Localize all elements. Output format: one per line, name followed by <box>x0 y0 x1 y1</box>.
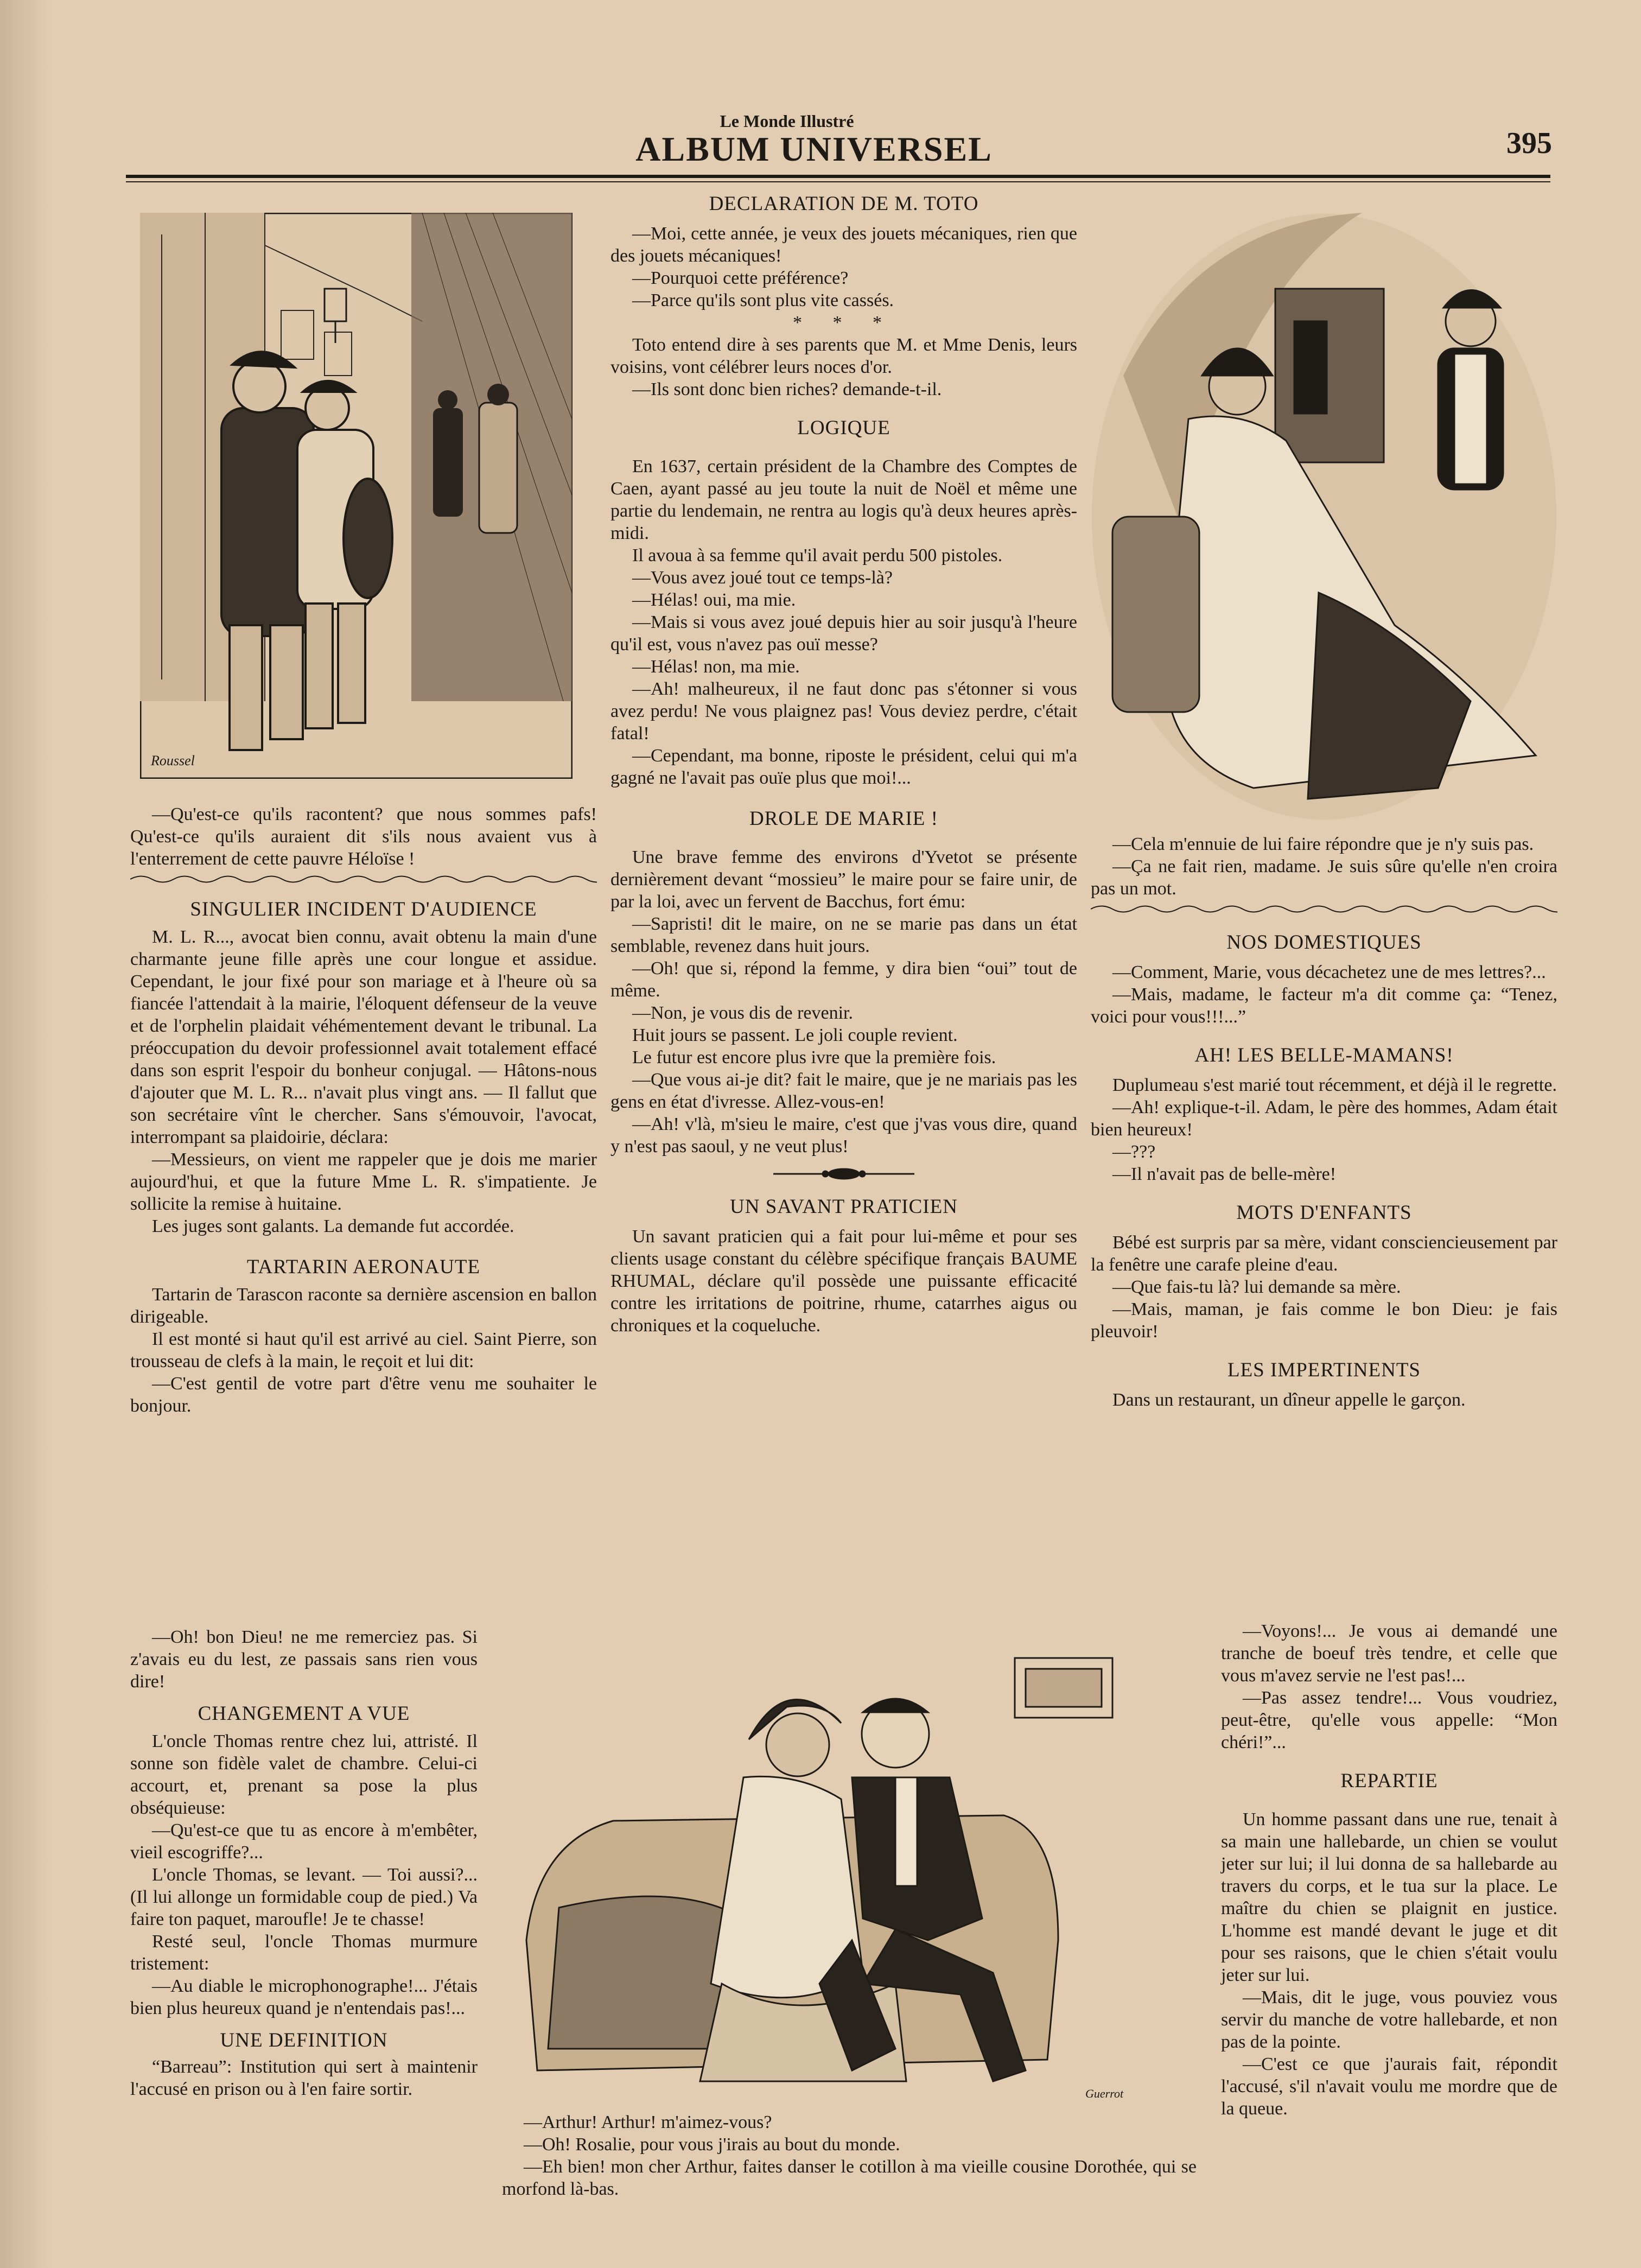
incident-p3: Les juges sont galants. La demande fut accordée. <box>152 1216 514 1236</box>
marie-p5: Huit jours se passent. Le joli couple revient. <box>632 1025 958 1045</box>
page-number: 395 <box>1506 126 1552 160</box>
mamans-p4: —Il n'avait pas de belle-mère! <box>1112 1164 1337 1184</box>
domestiques-p1: —Comment, Marie, vous décachetez une de mes lettres?... <box>1112 962 1546 982</box>
salon-lady-maid-illustration <box>1091 213 1557 821</box>
right-column-top <box>1091 833 1557 1411</box>
definition-title: UNE DEFINITION <box>220 2029 388 2051</box>
wavy-divider <box>130 873 597 885</box>
savant-title: UN SAVANT PRATICIEN <box>730 1196 958 1218</box>
masthead-supertitle: Le Monde Illustré <box>720 111 854 131</box>
mamans-p2: —Ah! explique-t-il. Adam, le père des hommes, Adam était bien heureux! <box>1091 1097 1557 1140</box>
logique-p2: Il avoua à sa femme qu'il avait perdu 500 pistoles. <box>632 545 1003 566</box>
enfants-p2: —Que fais-tu là? lui demande sa mère. <box>1112 1277 1401 1297</box>
couple-caption <box>502 2111 1197 2200</box>
marie-p6: Le futur est encore plus ivre que la première fois. <box>632 1047 996 1068</box>
wavy-divider <box>1091 903 1557 915</box>
enfants-title: MOTS D'ENFANTS <box>1236 1202 1412 1224</box>
repartie-title: REPARTIE <box>1340 1770 1438 1792</box>
couple-drawing <box>516 1636 1145 2111</box>
logique-p6: —Hélas! non, ma mie. <box>632 657 800 677</box>
tartarin-p1: Tartarin de Tarascon raconte sa dernière ascension en ballon dirigeable. <box>130 1285 597 1327</box>
couple-signature: Guerrot <box>1085 2087 1124 2100</box>
changement-p3: L'oncle Thomas, se levant. — Toi aussi?... (Il lui allonge un formidable coup de pied.) Va faire ton paquet, maroufle! Je te chasse! <box>130 1865 478 1929</box>
left-column-narrow <box>130 1626 478 2100</box>
marie-p3: —Oh! que si, répond la femme, y dira bien “oui” tout de même. <box>610 958 1077 1001</box>
impertinents-title: LES IMPERTINENTS <box>1227 1359 1421 1381</box>
enfants-p3: —Mais, maman, je fais comme le bon Dieu: je fais pleuvoir! <box>1091 1299 1557 1342</box>
page-binding-edge <box>0 0 52 2268</box>
definition-p1: “Barreau”: Institution qui sert à maintenir l'accusé en prison ou à l'en faire sortir. <box>130 2057 478 2099</box>
salon-caption-p2: —Ça ne fait rien, madame. Je suis sûre qu'elle n'en croira pas un mot. <box>1091 856 1557 899</box>
marie-p1: Une brave femme des environs d'Yvetot se présente dernièrement devant “mossieu” le maire pour se faire unir, de par la loi, avec un fervent de Bacchus, fort ému: <box>610 847 1077 912</box>
salon-drawing <box>1091 213 1557 821</box>
incident-p2: —Messieurs, on vient me rappeler que je dois me marier aujourd'hui, et que la future Mme L. R. s'impatiente. Je sollicite la remise à huitaine. <box>130 1149 597 1214</box>
street-scene-drawing <box>140 213 573 779</box>
mamans-p3: —??? <box>1112 1142 1156 1162</box>
changement-p4: Resté seul, l'oncle Thomas murmure tristement: <box>130 1932 478 1974</box>
logique-p4: —Hélas! oui, ma mie. <box>632 590 796 610</box>
toto-p5: —Ils sont donc bien riches? demande-t-il. <box>632 379 942 399</box>
repartie-p3: —C'est ce que j'aurais fait, répondit l'accusé, s'il n'avait voulu me mordre que de la queue. <box>1221 2054 1557 2119</box>
incident-title: SINGULIER INCIDENT D'AUDIENCE <box>190 898 537 920</box>
impertinents-p3: —Pas assez tendre!... Vous voudriez, peut-être, qu'elle vous appelle: “Mon chéri!”... <box>1221 1688 1557 1752</box>
tartarin-p4: —Oh! bon Dieu! ne me remerciez pas. Si z'avais eu du lest, ze passais sans rien vous dire! <box>130 1627 478 1692</box>
changement-p2: —Qu'est-ce que tu as encore à m'embêter, vieil escogriffe?... <box>130 1820 478 1863</box>
impertinents-p2: —Voyons!... Je vous ai demandé une tranche de boeuf très tendre, et celle que vous m'avez servie ne l'est pas!... <box>1221 1621 1557 1686</box>
left-column-top <box>130 803 597 1417</box>
marie-p7: —Que vous ai-je dit? fait le maire, que je ne mariais pas les gens en état d'ivresse. Allez-vous-en! <box>610 1070 1077 1112</box>
fleuron-divider <box>610 1163 1077 1185</box>
middle-column <box>610 193 1077 1337</box>
mamans-p1: Duplumeau s'est marié tout récemment, et déjà il le regrette. <box>1112 1075 1557 1095</box>
marie-p8: —Ah! v'là, m'sieu le maire, c'est que j'vas vous dire, quand y n'est pas saoul, y ne veut plus! <box>610 1114 1077 1157</box>
couple-sofa-illustration <box>516 1636 1145 2111</box>
domestiques-title: NOS DOMESTIQUES <box>1226 931 1422 954</box>
masthead-title: ALBUM UNIVERSEL <box>635 130 993 168</box>
couple-caption-l3: —Eh bien! mon cher Arthur, faites danser le cotillon à ma vieille cousine Dorothée, qui se morfond là-bas. <box>502 2157 1197 2199</box>
header-rule <box>126 175 1550 178</box>
incident-p1: M. L. R..., avocat bien connu, avait obtenu la main d'une charmante jeune fille après une cour longue et assidue. Cependant, le jour fixé pour son mariage et à l'heure où sa fiancée l'attendait à la mairie, l'éloquent défenseur de la veuve et de l'orphelin plaidait véhémentement devant le tribunal. La préoccupation du devoir professionnel avait totalement effacé dans son esprit l'espoir du bonheur conjugal. — Hâtons-nous d'ajouter que M. L. R... n'avait plus vingt ans. — Il fallut que son secrétaire vînt le chercher. Sans s'émouvoir, l'avocat, interrompant sa plaidoirie, déclara: <box>130 927 597 1147</box>
changement-p1: L'oncle Thomas rentre chez lui, attristé. Il sonne son fidèle valet de chambre. Celui-ci accourt, et, prenant sa pose la plus obséquieuse: <box>130 1731 478 1818</box>
toto-p2: —Pourquoi cette préférence? <box>632 268 849 288</box>
tartarin-title: TARTARIN AERONAUTE <box>246 1256 481 1278</box>
logique-p5: —Mais si vous avez joué depuis hier au soir jusqu'à l'heure qu'il est, vous n'avez pas ouï messe? <box>610 612 1077 655</box>
toto-p1: —Moi, cette année, je veux des jouets mécaniques, rien que des jouets mécaniques! <box>610 224 1077 266</box>
salon-caption-p1: —Cela m'ennuie de lui faire répondre que je n'y suis pas. <box>1112 834 1534 854</box>
logique-p1: En 1637, certain président de la Chambre des Comptes de Caen, ayant passé au jeu toute la nuit de Noël et même une partie du lendemain, ne rentra au logis qu'à deux heures après-midi. <box>610 456 1077 543</box>
tartarin-p3: —C'est gentil de votre part d'être venu me souhaiter le bonjour. <box>130 1374 597 1416</box>
toto-title: DECLARATION DE M. TOTO <box>709 193 979 215</box>
couple-caption-l2: —Oh! Rosalie, pour vous j'irais au bout du monde. <box>524 2134 900 2155</box>
logique-title: LOGIQUE <box>797 417 891 439</box>
toto-p4: Toto entend dire à ses parents que M. et Mme Denis, leurs voisins, vont célébrer leurs noces d'or. <box>610 335 1077 377</box>
street-scene-illustration <box>140 213 573 779</box>
logique-p8: —Cependant, ma bonne, riposte le président, celui qui m'a gagné ne l'avait pas ouïe plus que moi!... <box>610 746 1077 788</box>
repartie-p2: —Mais, dit le juge, vous pouviez vous servir du manche de votre hallebarde, et non pas de la pointe. <box>1221 1987 1557 2052</box>
changement-p5: —Au diable le microphonographe!... J'étais bien plus heureux quand je n'entendais pas!... <box>130 1976 478 2018</box>
toto-stars: * * * <box>793 313 895 333</box>
header-rule-thin <box>126 181 1550 182</box>
repartie-p1: Un homme passant dans une rue, tenait à sa main une hallebarde, un chien se voulut jeter sur lui; il lui donna de sa hallebarde au travers du corps, et le tua sur la place. Le maître du chien se plaignit en justice. L'homme est mandé devant le juge et dit pour ses raisons, que le chien s'était voulu jeter sur lui. <box>1221 1809 1557 1985</box>
marie-title: DROLE DE MARIE ! <box>749 808 938 830</box>
street-scene-signature: Roussel <box>151 753 195 768</box>
mamans-title: AH! LES BELLE-MAMANS! <box>1194 1044 1454 1066</box>
changement-title: CHANGEMENT A VUE <box>198 1702 410 1725</box>
impertinents-p1: Dans un restaurant, un dîneur appelle le garçon. <box>1112 1390 1466 1410</box>
logique-p7: —Ah! malheureux, il ne faut donc pas s'étonner si vous avez perdu! Ne vous plaignez pas! Vous deviez perdre, c'était fatal! <box>610 679 1077 744</box>
street-scene-caption: —Qu'est-ce qu'ils racontent? que nous sommes pafs! Qu'est-ce qu'ils auraient dit s'ils nous avaient vus à l'enterrement de cette pauvre Héloïse ! <box>130 804 597 869</box>
tartarin-p2: Il est monté si haut qu'il est arrivé au ciel. Saint Pierre, son trousseau de clefs à la main, le reçoit et lui dit: <box>130 1329 597 1371</box>
marie-p2: —Sapristi! dit le maire, on ne se marie pas dans un état semblable, revenez dans huit jours. <box>610 914 1077 956</box>
logique-p3: —Vous avez joué tout ce temps-là? <box>632 568 893 588</box>
domestiques-p2: —Mais, madame, le facteur m'a dit comme ça: “Tenez, voici pour vous!!!...” <box>1091 984 1557 1027</box>
right-column-narrow <box>1221 1620 1557 2120</box>
savant-p1: Un savant praticien qui a fait pour lui-même et pour ses clients usage constant du célèbre spécifique français BAUME RHUMAL, déclare qu'il possède une puissante efficacité contre les irritations de poitrine, rhume, catarrhes aigus ou chroniques et la coqueluche. <box>610 1227 1077 1336</box>
couple-caption-l1: —Arthur! Arthur! m'aimez-vous? <box>524 2112 772 2132</box>
marie-p4: —Non, je vous dis de revenir. <box>632 1003 853 1023</box>
enfants-p1: Bébé est surpris par sa mère, vidant consciencieusement par la fenêtre une carafe pleine d'eau. <box>1091 1233 1557 1275</box>
toto-p3: —Parce qu'ils sont plus vite cassés. <box>632 290 894 310</box>
